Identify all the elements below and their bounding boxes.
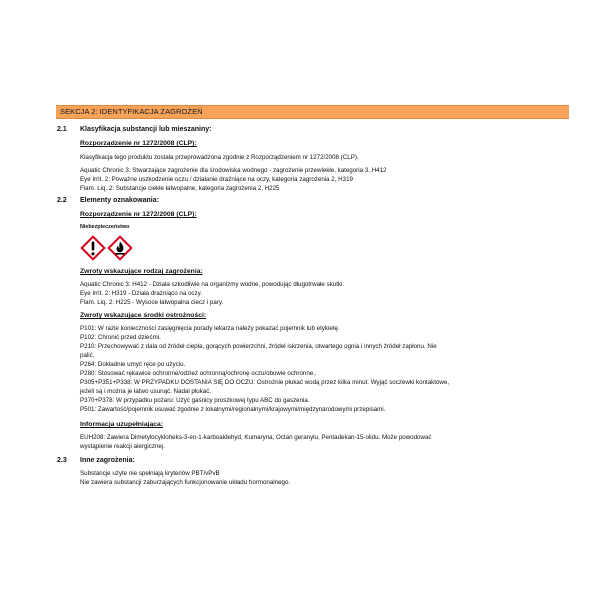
precautionary-statement: P501: Zawartość/pojemnik usuwać zgodnie z lokalnymi/regionalnymi/krajowymi/międzynarodowymi przepisami. <box>80 406 386 413</box>
precautionary-statement: P210: Przechowywać z dala od źródeł ciepła, gorących powierzchni, źródeł iskrzenia, otwartego ognia i innych źródeł zapłonu. Nie <box>80 343 437 350</box>
supplemental-info-line: EUH208: Zawiera Dimetylocykloheks-3-en-1-karboaldehyd, Kumaryna, Octan geranylu, Pentadekan-15-olidu. Może powodować <box>80 434 432 441</box>
precautionary-statement: P305+P351+P338: W PRZYPADKU DOSTANIA SIĘ DO OCZU: Ostrożnie płukać wodą przez kilka minut. Wyjąć soczewki kontaktowe, <box>80 379 450 386</box>
hazard-statement: Aquatic Chronic 3: H412 - Działa szkodliwie na organizmy wodne, powodując długotrwałe skutki. <box>80 281 345 288</box>
heading-label-elements: Elementy oznakowania: <box>80 197 159 204</box>
flame-icon <box>107 235 133 261</box>
section-number-2-1: 2.1 <box>57 126 67 133</box>
classification-line: Aquatic Chronic 3: Stwarzające zagrożenie dla środowiska wodnego - zagrożenie przewlekłe, kategoria 3, H412 <box>80 167 387 174</box>
precautionary-statement: palić. <box>80 352 95 359</box>
subheading-regulation: Rozporządzenie nr 1272/2008 (CLP): <box>80 140 197 147</box>
section-number-2-2: 2.2 <box>57 197 67 204</box>
supplemental-info-line: wystąpienie reakcji alergicznej. <box>80 443 165 450</box>
exclamation-icon <box>80 235 106 261</box>
precautionary-statement: P264: Dokładnie umyć ręce po użyciu. <box>80 361 186 368</box>
other-hazards-line: Nie zawiera substancji zaburzających funkcjonowanie układu hormonalnego. <box>80 479 291 486</box>
classification-intro: Klasyfikacja tego produktu została przeprowadzona zgodnie z Rozporządzeniem nr 1272/2008 (CLP). <box>80 154 359 161</box>
section-title: SEKCJA 2: IDENTYFIKACJA ZAGROŻEŃ <box>60 107 203 116</box>
signal-word: Niebezpieczeństwo <box>80 224 130 230</box>
precautionary-statement: jeżeli są i można je łatwo usunąć. Nadal płukać. <box>80 388 212 395</box>
precautionary-statement: P370+P378: W przypadku pożaru: Użyć gaśnicy proszkowej typu ABC do gaszenia. <box>80 397 310 404</box>
heading-classification: Klasyfikacja substancji lub mieszaniny: <box>80 126 212 133</box>
subheading-regulation: Rozporządzenie nr 1272/2008 (CLP): <box>80 211 197 218</box>
hazard-statement: Eye Irrit. 2: H319 - Działa drażniąco na oczy. <box>80 290 202 297</box>
section-header-bar <box>56 105 569 119</box>
other-hazards-line: Substancje użyte nie spełniają kryteriów PBT/vPvB <box>80 470 220 477</box>
subheading-precautionary-statements: Zwroty wskazujące środki ostrożności: <box>80 312 207 319</box>
classification-line: Eye Irrit. 2: Poważne uszkodzenie oczu / działanie drażniące na oczy, kategoria zagrożenia 2, H319 <box>80 176 353 183</box>
precautionary-statement: P101: W razie konieczności zasięgnięcia porady lekarza należy pokazać pojemnik lub etykietę. <box>80 325 340 332</box>
classification-line: Flam. Liq. 2: Substancje ciekłe łatwopalne, kategoria zagrożenia 2, H225 <box>80 185 280 192</box>
precautionary-statement: P102: Chronić przed dziećmi. <box>80 334 161 341</box>
section-number-2-3: 2.3 <box>57 457 67 464</box>
precautionary-statement: P280: Stosować rękawice ochronne/odzież ochronną/ochronę oczu/obuwie ochronne.. <box>80 370 317 377</box>
heading-other-hazards: Inne zagrożenia: <box>80 457 135 464</box>
subheading-supplemental-info: Informacja uzupełniająca: <box>80 421 164 428</box>
hazard-statement: Flam. Liq. 2: H225 - Wysoce łatwopalna ciecz i pary. <box>80 299 224 306</box>
subheading-hazard-statements: Zwroty wskazujące rodzaj zagrożenia: <box>80 268 203 275</box>
